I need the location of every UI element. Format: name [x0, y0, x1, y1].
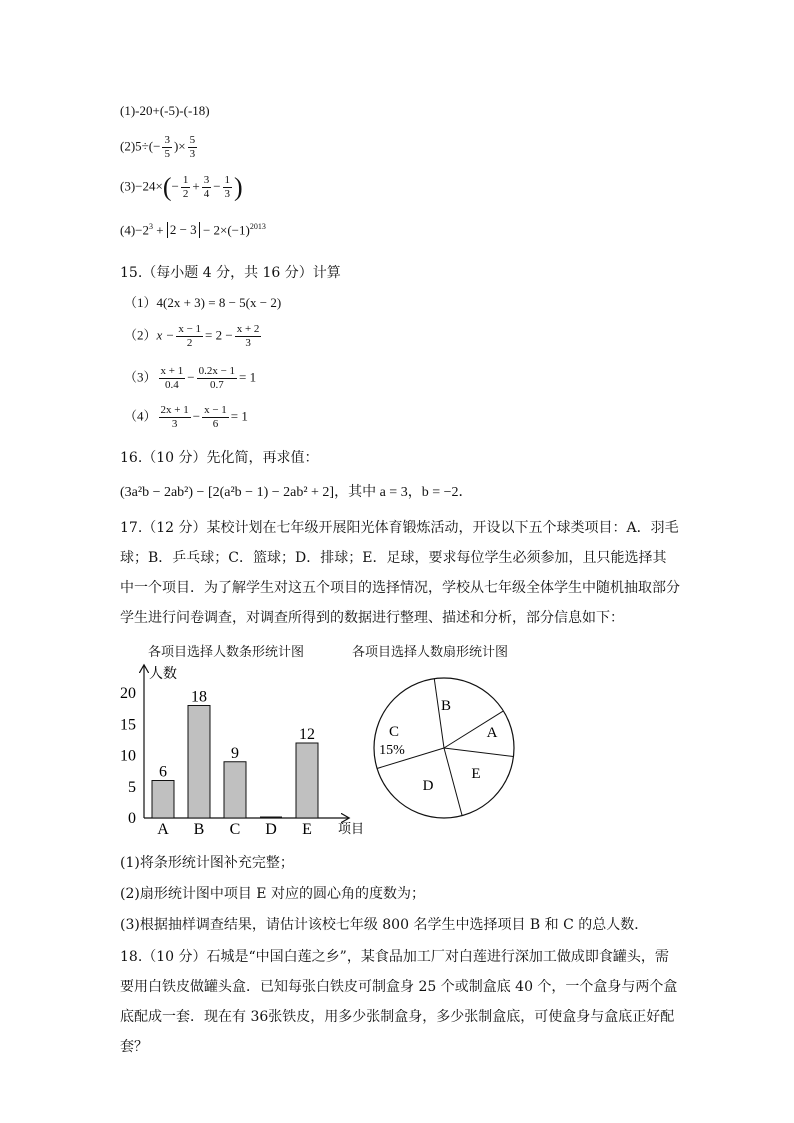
x-tick-label-D: D — [265, 821, 277, 838]
bar-E — [296, 743, 318, 818]
y-tick-label: 20 — [120, 685, 136, 702]
y-tick-label: 0 — [128, 810, 136, 827]
data-label-C: 9 — [231, 744, 239, 762]
pie-chart-title: 各项目选择人数扇形统计图 — [352, 645, 509, 660]
p14-item-3: (3)−24×(− $\frac{1}{2}$ + $\frac{3}{4}$ − $\frac{1}{3}$ ) — [120, 172, 243, 202]
x-tick-label-B: B — [193, 821, 205, 838]
bar-chart — [110, 660, 380, 840]
p14-item-1: (1)-20+(-5)-(-18) — [120, 103, 210, 118]
data-label-A: 6 — [159, 763, 167, 781]
y-tick-label: 15 — [120, 716, 136, 734]
x-tick-label-C: C — [229, 821, 241, 838]
bar-chart-title: 各项目选择人数条形统计图 — [148, 645, 305, 660]
p18-text: 18.（10 分）石城是“中国白莲之乡”，某食品加工厂对白莲进行深加工做成即食罐头，需要用白铁皮做罐头盒．已知每张白铁皮可制盒身 25 个或制盒底 40 个，一个盒身与两个盒底配成一套．现在有 36张铁皮，用多少张制盒身，多少张制盒底，可使盒身与盒底正好配套？ — [120, 949, 678, 1055]
pie-label-E: E — [471, 766, 481, 782]
p17-q1: (1)将条形统计图补充完整； — [120, 855, 294, 871]
x-tick-label-A: A — [157, 821, 169, 838]
data-label-B: 18 — [191, 688, 207, 706]
data-label-E: 12 — [299, 726, 315, 743]
pie-label-A: A — [486, 725, 498, 741]
y-axis-label: 人数 — [149, 667, 177, 682]
p15-header: 15.（每小题 4 分，共 16 分）计算 — [120, 265, 341, 281]
pie-divider-2 — [444, 748, 513, 757]
pie-divider-3 — [444, 748, 462, 816]
p14-item-2: (2)5÷(− $\frac{3}{5}$ )× $\frac{5}{3}$ — [120, 134, 196, 160]
x-tick-label-E: E — [302, 821, 312, 838]
pie-label-C: C — [388, 724, 400, 740]
p17-text: 17.（12 分）某校计划在七年级开展阳光体育锻炼活动，开设以下五个球类项目：A．羽毛球；B．乒乓球；C．篮球；D．排球；E．足球，要求每位学生必须参加，且只能选择其中一个项目．为了解学生对这五个项目的选择情况，学校从七年级全体学生中随机抽取部分学生进行问卷调查，对调查所得到的数据进行整理、描述和分析，部分信息如下： — [120, 520, 680, 626]
p15-q4: （4） $\frac{2x + 1}{3}$ − $\frac{x - 1}{6}$ = 1 — [124, 404, 248, 430]
p14-item-4: $(4)-2^3 + 2 - 3 - 2\times(-1)^{2013}$ — [120, 222, 266, 238]
x-axis-label: 项目 — [338, 821, 365, 836]
y-tick-label: 10 — [120, 747, 136, 765]
bar-A — [152, 781, 174, 819]
y-tick-label: 5 — [128, 778, 136, 796]
p17-q2: (2)扇形统计图中项目 E 对应的圆心角的度数为； — [120, 886, 425, 902]
pie-label-B: B — [440, 698, 452, 714]
p15-q1: （1）4(2x + 3) = 8 − 5(x − 2) — [124, 295, 282, 310]
bar-C — [224, 762, 246, 818]
p16-expression: (3a²b − 2ab²) − [2(a²b − 1) − 2ab² + 2]，其中 a = 3，b = −2． — [120, 485, 473, 500]
pie-annotation-C: 15% — [379, 743, 405, 758]
pie-label-D: D — [422, 778, 434, 794]
p17-q3: (3)根据抽样调查结果，请估计该校七年级 800 名学生中选择项目 B 和 C 的总人数． — [120, 917, 649, 933]
p16-header: 16.（10 分）先化简，再求值： — [120, 450, 319, 466]
p15-q2: （2）x − $\frac{x - 1}{2}$ = 2 − $\frac{x + 2}{3}$ — [124, 323, 260, 349]
bar-B — [188, 706, 210, 819]
pie-chart — [368, 670, 520, 826]
p15-q3: （3） $\frac{x + 1}{0.4}$ − $\frac{0.2x - 1}{0.7}$ = 1 — [124, 365, 257, 391]
